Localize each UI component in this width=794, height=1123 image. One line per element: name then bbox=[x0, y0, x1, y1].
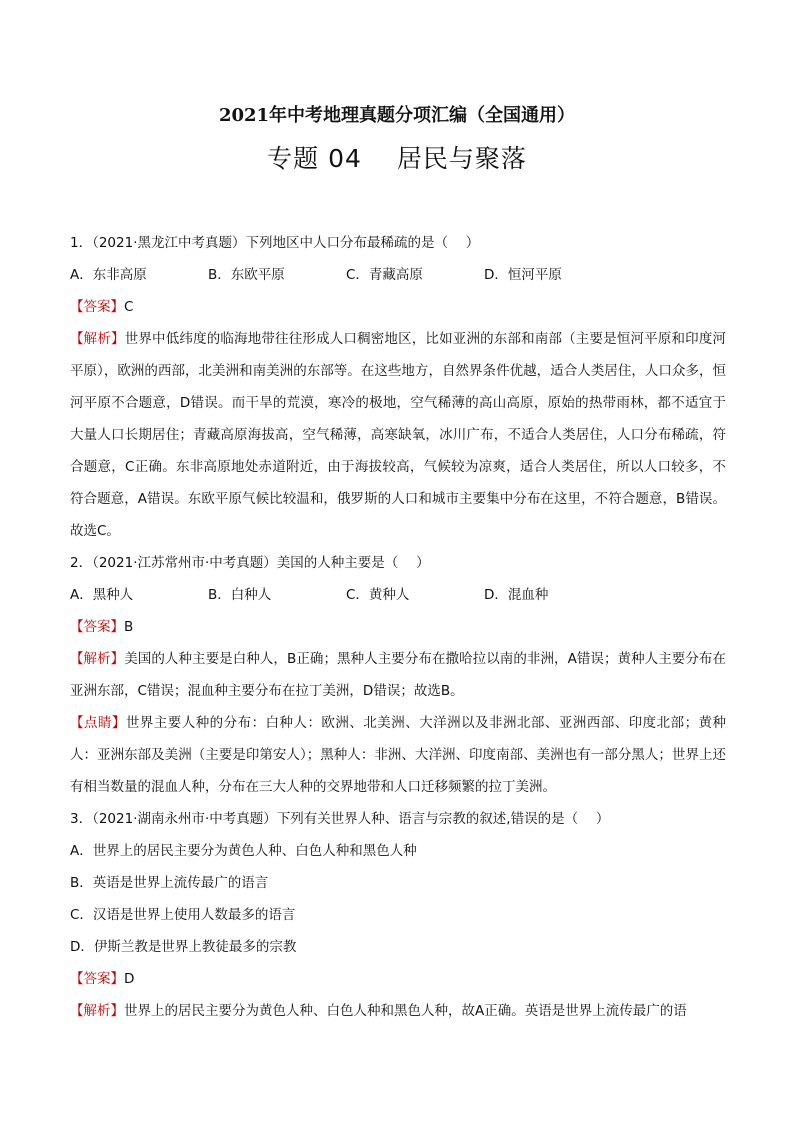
question-2-stem: 2．（2021·江苏常州市·中考真题）美国的人种主要是（ ） bbox=[70, 555, 430, 571]
answer-tag: 【答案】 bbox=[70, 971, 124, 987]
question-3-option-d: D．伊斯兰教是世界上教徒最多的宗教 bbox=[70, 939, 297, 955]
question-3-answer bbox=[70, 963, 726, 995]
question-2-answer bbox=[70, 611, 726, 643]
question-1-analysis bbox=[70, 323, 726, 547]
question-1-option-c: C．青藏高原 bbox=[346, 267, 423, 283]
question-1-option-b: B．东欧平原 bbox=[208, 267, 285, 283]
question-1-answer bbox=[70, 291, 726, 323]
question-1-option-d: D．恒河平原 bbox=[484, 267, 562, 283]
analysis-tag: 【解析】 bbox=[70, 1003, 124, 1019]
document-body bbox=[70, 227, 726, 1027]
question-2-analysis bbox=[70, 643, 726, 707]
question-3-option-b: B．英语是世界上流传最广的语言 bbox=[70, 875, 269, 891]
question-2-answer-value: B bbox=[124, 619, 134, 635]
question-1-options bbox=[70, 259, 726, 291]
question-3-stem: 3．（2021·湖南永州市·中考真题）下列有关世界人种、语言与宗教的叙述,错误的是（ ） bbox=[70, 811, 610, 827]
answer-tag: 【答案】 bbox=[70, 299, 124, 315]
document-subtitle: 专题 04 居民与聚落 bbox=[267, 144, 527, 173]
document-title: 2021年中考地理真题分项汇编（全国通用） bbox=[218, 105, 576, 126]
question-1-answer-value: C bbox=[124, 299, 134, 315]
question-3-answer-value: D bbox=[124, 971, 135, 987]
question-2-option-d: D．混血种 bbox=[484, 587, 549, 603]
tip-tag: 【点睛】 bbox=[70, 715, 126, 731]
question-1-stem: 1．（2021·黑龙江中考真题）下列地区中人口分布最稀疏的是（ ） bbox=[70, 235, 480, 251]
question-2-option-c: C．黄种人 bbox=[346, 587, 410, 603]
question-3-option-c: C．汉语是世界上使用人数最多的语言 bbox=[70, 907, 296, 923]
question-2-analysis-text: 美国的人种主要是白种人，B正确；黑种人主要分布在撒哈拉以南的非洲，A错误；黄种人主要分布在亚洲东部，C错误；混血种主要分布在拉丁美洲，D错误；故选B。 bbox=[70, 651, 726, 699]
question-2-options bbox=[70, 579, 726, 611]
question-2-option-a: A．黑种人 bbox=[70, 587, 134, 603]
question-1-option-a: A．东非高原 bbox=[70, 267, 147, 283]
question-1-analysis-text: 世界中低纬度的临海地带往往形成人口稠密地区，比如亚洲的东部和南部（主要是恒河平原和印度河平原），欧洲的西部，北美洲和南美洲的东部等。在这些地方，自然界条件优越，适合人类居住，人口众多，恒河平原不合题意，D错误。而干旱的荒漠，寒冷的极地，空气稀薄的高山高原，原始的热带雨林，都不适宜于大量人口长期居住；青藏高原海拔高，空气稀薄，高寒缺氧，冰川广布，不适合人类居住，人口分布稀疏，符合题意，C正确。东非高原地处赤道附近，由于海拔较高，气候较为凉爽，适合人类居住，所以人口较多，不符合题意，A错误。东欧平原气候比较温和，俄罗斯的人口和城市主要集中分布在这里，不符合题意，B错误。故选C。 bbox=[70, 331, 727, 539]
question-2-tip-text: 世界主要人种的分布：白种人：欧洲、北美洲、大洋洲以及非洲北部、亚洲西部、印度北部；黄种人：亚洲东部及美洲（主要是印第安人）；黑种人：非洲、大洋洲、印度南部、美洲也有一部分黑人；世界上还有相当数量的混血人种，分布在三大人种的交界地带和人口迁移频繁的拉丁美洲。 bbox=[70, 715, 727, 795]
analysis-tag: 【解析】 bbox=[70, 331, 125, 347]
question-3-option-a: A．世界上的居民主要分为黄色人种、白色人种和黑色人种 bbox=[70, 843, 417, 859]
question-3-analysis-text: 世界上的居民主要分为黄色人种、白色人种和黑色人种，故A正确。英语是世界上流传最广的语 bbox=[124, 1003, 687, 1019]
analysis-tag: 【解析】 bbox=[70, 651, 125, 667]
answer-tag: 【答案】 bbox=[70, 619, 124, 635]
question-2-option-b: B．白种人 bbox=[208, 587, 272, 603]
question-3-analysis bbox=[70, 995, 726, 1027]
question-2-tip bbox=[70, 707, 726, 803]
